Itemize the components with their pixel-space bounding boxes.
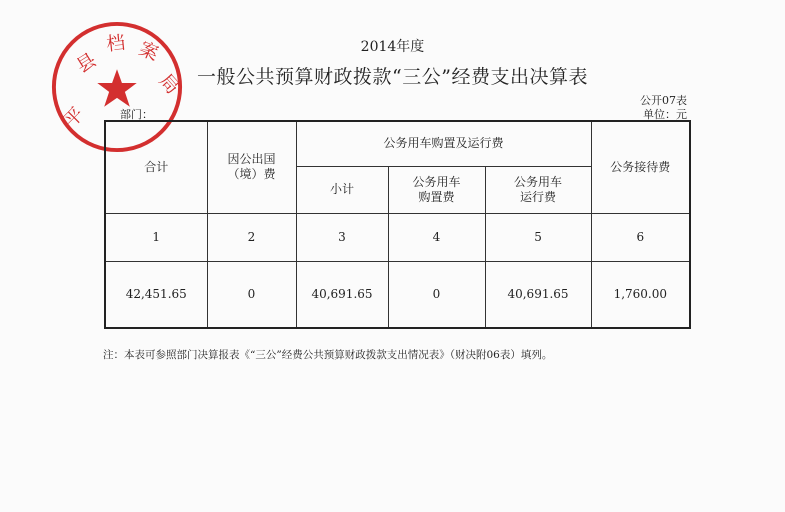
value-reception: 1,760.00 — [591, 261, 690, 328]
svg-text:县: 县 — [73, 49, 101, 78]
header-abroad-expense: 因公出国（境）费 — [207, 121, 296, 213]
svg-text:档: 档 — [105, 32, 127, 56]
index-cell: 1 — [105, 213, 207, 261]
data-row — [105, 261, 690, 328]
form-number: 公开07表 — [640, 94, 687, 107]
index-cell: 4 — [388, 213, 485, 261]
index-cell: 3 — [296, 213, 388, 261]
svg-text:平: 平 — [60, 103, 89, 132]
header-row-1 — [105, 121, 690, 166]
unit-label: 单位：元 — [643, 108, 687, 121]
expense-table — [104, 120, 691, 329]
value-total: 42,451.65 — [105, 261, 207, 328]
index-row — [105, 213, 690, 261]
value-vehicle-subtotal: 40,691.65 — [296, 261, 388, 328]
header-vehicle-group: 公务用车购置及运行费 — [296, 121, 591, 166]
header-vehicle-operation: 公务用车运行费 — [485, 166, 591, 213]
svg-text:局: 局 — [154, 70, 183, 99]
index-cell: 5 — [485, 213, 591, 261]
header-reception: 公务接待费 — [591, 121, 690, 213]
value-vehicle-purchase: 0 — [388, 261, 485, 328]
index-cell: 6 — [591, 213, 690, 261]
header-subtotal: 小计 — [296, 166, 388, 213]
header-total: 合计 — [105, 121, 207, 213]
header-vehicle-purchase: 公务用车购置费 — [388, 166, 485, 213]
report-year: 2014年度 — [360, 39, 425, 55]
report-title: 一般公共预算财政拨款“三公”经费支出决算表 — [197, 66, 588, 88]
value-abroad: 0 — [207, 261, 296, 328]
value-vehicle-operation: 40,691.65 — [485, 261, 591, 328]
index-cell: 2 — [207, 213, 296, 261]
footnote: 注：本表可参照部门决算报表《“三公”经费公共预算财政拨款支出情况表》（财决附06表）填列。 — [103, 349, 553, 361]
svg-text:案: 案 — [135, 38, 162, 66]
department-label: 部门： — [120, 108, 153, 121]
